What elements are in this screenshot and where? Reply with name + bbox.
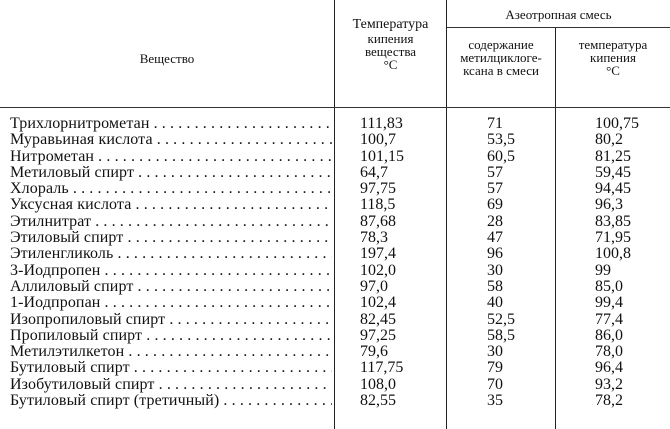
table-row — [0, 230, 670, 246]
azeotrope-bp-cell: 85,0 — [595, 277, 623, 295]
boiling-point-cell: 102,4 — [360, 294, 396, 312]
content-cell: 60,5 — [487, 147, 515, 165]
header-azeotrope: Азеотропная смесь — [505, 7, 612, 22]
content-cell: 58,5 — [487, 326, 515, 344]
azeotrope-bp-cell: 100,75 — [595, 115, 639, 132]
table-body — [0, 116, 670, 409]
table-row — [0, 116, 670, 132]
boiling-point-cell: 108,0 — [360, 375, 396, 393]
content-cell: 52,5 — [487, 310, 515, 328]
header-line: ксана в смеси — [463, 63, 539, 78]
azeotrope-bp-cell: 78,2 — [595, 392, 623, 410]
substance-cell: Аллиловый спирт . . . — [10, 279, 332, 295]
header-line: метилциклоге- — [460, 50, 542, 65]
boiling-point-cell: 82,45 — [360, 310, 396, 328]
substance-cell: Метиловый спирт . . . — [10, 165, 332, 181]
table-row — [0, 377, 670, 393]
substance-cell: Уксусная кислота . . . — [10, 197, 332, 213]
header-line: °С — [383, 57, 398, 72]
substance-cell: Пропиловый спирт . . . — [10, 328, 332, 344]
header-line: Температура — [352, 17, 429, 32]
substance-cell: Бутиловый спирт (третичный) . . . — [10, 393, 332, 409]
boiling-point-cell: 97,75 — [360, 180, 396, 198]
subheader-rule — [447, 27, 670, 28]
content-cell: 96 — [487, 245, 503, 263]
table-row — [0, 312, 670, 328]
header-line: °С — [606, 63, 620, 78]
header-content — [447, 38, 555, 77]
boiling-point-cell: 82,55 — [360, 392, 396, 410]
azeotrope-bp-cell: 99,4 — [595, 294, 623, 312]
content-cell: 30 — [487, 261, 503, 279]
substance-cell: Этиленгликоль . . . — [10, 246, 332, 262]
content-cell: 57 — [487, 163, 503, 181]
table-row — [0, 295, 670, 311]
content-cell: 35 — [487, 392, 503, 410]
table-row — [0, 360, 670, 376]
table-row — [0, 263, 670, 279]
azeotrope-bp-cell: 83,85 — [595, 212, 631, 230]
azeotrope-bp-cell: 96,4 — [595, 359, 623, 377]
content-cell: 70 — [487, 375, 503, 393]
content-cell: 71 — [487, 115, 503, 132]
substance-cell: 1-Иодпропан . . . — [10, 295, 332, 311]
header-line: кипения — [590, 50, 636, 65]
substance-cell: Нитрометан . . . — [10, 149, 332, 165]
header-line: содержание — [468, 37, 534, 52]
substance-cell: Бутиловый спирт . . . — [10, 360, 332, 376]
boiling-point-cell: 197,4 — [360, 245, 396, 263]
substance-cell: Этиловый спирт . . . — [10, 230, 332, 246]
content-cell: 47 — [487, 229, 503, 247]
azeotrope-bp-cell: 93,2 — [595, 375, 623, 393]
table-row — [0, 214, 670, 230]
boiling-point-cell: 97,0 — [360, 277, 388, 295]
azeotrope-bp-cell: 71,95 — [595, 229, 631, 247]
boiling-point-cell: 79,6 — [360, 343, 388, 361]
azeotrope-bp-cell: 81,25 — [595, 147, 631, 165]
boiling-point-cell: 97,25 — [360, 326, 396, 344]
boiling-point-cell: 87,68 — [360, 212, 396, 230]
content-cell: 57 — [487, 180, 503, 198]
boiling-point-cell: 118,5 — [360, 196, 396, 214]
substance-cell: Изобутиловый спирт . . . — [10, 377, 332, 393]
header-line: вещества — [364, 44, 417, 59]
table-row — [0, 328, 670, 344]
table-row — [0, 149, 670, 165]
table-row — [0, 165, 670, 181]
table-row — [0, 393, 670, 409]
azeotrope-bp-cell: 80,2 — [595, 131, 623, 149]
substance-cell: Метилэтилкетон . . . — [10, 344, 332, 360]
table-row — [0, 246, 670, 262]
boiling-point-cell: 111,83 — [360, 115, 403, 132]
boiling-point-cell: 64,7 — [360, 163, 388, 181]
table-row — [0, 132, 670, 148]
content-cell: 28 — [487, 212, 503, 230]
table-row — [0, 344, 670, 360]
azeotrope-bp-cell: 59,45 — [595, 163, 631, 181]
header-line: кипения — [367, 31, 414, 46]
azeotrope-bp-cell: 96,3 — [595, 196, 623, 214]
boiling-point-cell: 117,75 — [360, 359, 404, 377]
content-cell: 30 — [487, 343, 503, 361]
header-boiling-point — [335, 18, 446, 71]
table-row — [0, 279, 670, 295]
boiling-point-cell: 100,7 — [360, 131, 396, 149]
substance-cell: 3-Иодпропен . . . — [10, 263, 332, 279]
header-substance: Вещество — [139, 51, 195, 66]
boiling-point-cell: 78,3 — [360, 229, 388, 247]
azeotrope-bp-cell: 94,45 — [595, 180, 631, 198]
header-line: температура — [578, 37, 648, 52]
table-row — [0, 197, 670, 213]
substance-cell: Трихлорнитрометан . . . — [10, 116, 332, 132]
azeotrope-bp-cell: 78,0 — [595, 343, 623, 361]
header-azeo-bp — [556, 38, 670, 77]
content-cell: 53,5 — [487, 131, 515, 149]
azeotrope-bp-cell: 99 — [595, 261, 611, 279]
substance-cell: Хлораль . . . — [10, 181, 332, 197]
content-cell: 79 — [487, 359, 503, 377]
substance-cell: Этилнитрат . . . — [10, 214, 332, 230]
substance-cell: Муравьиная кислота . . . — [10, 132, 332, 148]
table-row — [0, 181, 670, 197]
azeotrope-bp-cell: 77,4 — [595, 310, 623, 328]
header-rule — [0, 107, 670, 108]
boiling-point-cell: 102,0 — [360, 261, 396, 279]
substance-cell: Изопропиловый спирт . . . — [10, 312, 332, 328]
azeotrope-bp-cell: 86,0 — [595, 326, 623, 344]
boiling-point-cell: 101,15 — [360, 147, 404, 165]
content-cell: 69 — [487, 196, 503, 214]
content-cell: 40 — [487, 294, 503, 312]
content-cell: 58 — [487, 277, 503, 295]
azeotrope-bp-cell: 100,8 — [595, 245, 631, 263]
